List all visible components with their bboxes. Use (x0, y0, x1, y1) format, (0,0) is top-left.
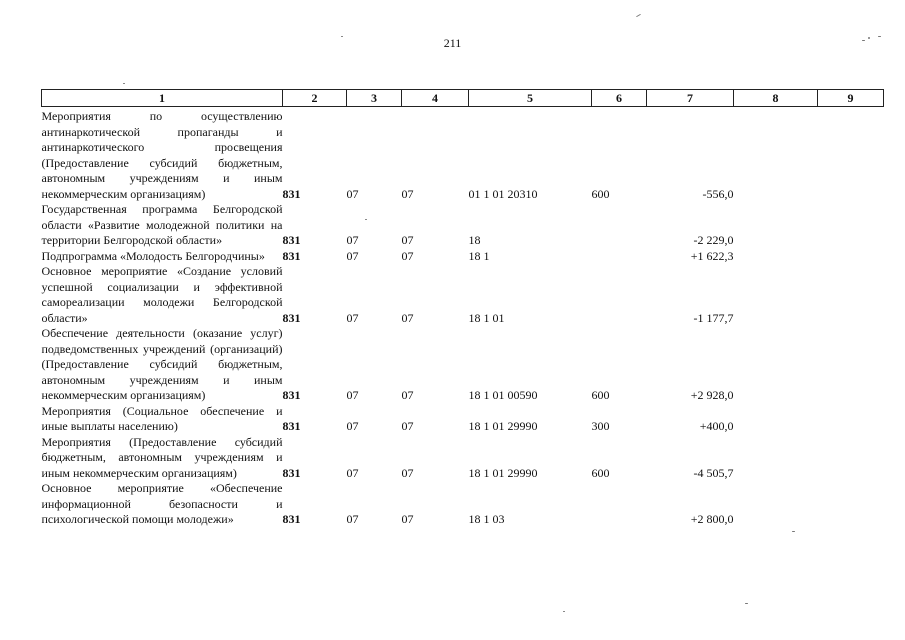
page-number: 211 (443, 36, 462, 50)
column-header-7: 7 (647, 90, 734, 107)
column-header-row (42, 90, 884, 107)
scan-speck (878, 36, 881, 37)
column-header-6: 6 (592, 90, 647, 107)
cell-name: Мероприятия (Предоставление субсидий бюджетным, автономным учреждениям и иным некоммерческим организациям) (41, 434, 283, 480)
cell-amount: +1 622,3 (690, 248, 734, 263)
cell-expense-type (592, 202, 647, 249)
table-row (42, 249, 884, 265)
cell-target-code: 18 1 (468, 248, 490, 263)
scan-speck (745, 603, 748, 604)
cell-col9 (818, 264, 884, 326)
cell-admin-code: 831 (282, 465, 301, 480)
cell-expense-type: 300 (591, 419, 610, 433)
cell-target-code: 01 1 01 20310 (468, 186, 538, 201)
cell-admin-code: 831 (282, 419, 301, 433)
column-header-4: 4 (402, 90, 469, 107)
cell-expense-type: 600 (591, 465, 610, 480)
table-row (42, 481, 884, 528)
cell-subsection: 07 (401, 419, 414, 433)
scan-speck (792, 531, 795, 532)
column-header-9: 9 (818, 90, 884, 107)
cell-expense-type (592, 264, 647, 326)
cell-col9 (818, 481, 884, 528)
column-header-2: 2 (283, 90, 347, 107)
table-row (42, 109, 884, 202)
cell-subsection: 07 (401, 186, 414, 201)
column-header-3: 3 (347, 90, 402, 107)
cell-expense-type (592, 249, 647, 265)
cell-subsection: 07 (401, 310, 414, 325)
cell-col9 (818, 326, 884, 404)
scan-speck (341, 36, 343, 37)
cell-expense-type: 600 (591, 388, 610, 402)
cell-target-code: 18 1 03 (468, 512, 505, 526)
table-row (42, 202, 884, 249)
cell-col8 (734, 435, 818, 482)
cell-col8 (734, 264, 818, 326)
scan-speck (123, 83, 125, 84)
column-header-8: 8 (734, 90, 818, 107)
cell-col9 (818, 202, 884, 249)
cell-amount: +400,0 (699, 419, 734, 433)
cell-admin-code: 831 (282, 186, 301, 201)
scan-speck (365, 219, 367, 220)
cell-amount: -4 505,7 (693, 465, 734, 480)
cell-name: Обеспечение деятельности (оказание услуг) подведомственных учреждений (организаций) (Предоставление субсидий бюджетным, автономным учреждениям и иным некоммерческим организациям) (41, 326, 283, 402)
cell-admin-code: 831 (282, 248, 301, 263)
cell-col9 (818, 249, 884, 265)
cell-subsection: 07 (401, 233, 414, 247)
cell-section: 07 (346, 388, 359, 402)
cell-col8 (734, 109, 818, 202)
cell-col9 (818, 109, 884, 202)
table-row (42, 326, 884, 404)
table-row (42, 435, 884, 482)
cell-amount: -1 177,7 (693, 310, 734, 325)
cell-section: 07 (346, 186, 359, 201)
cell-subsection: 07 (401, 388, 414, 402)
table-row (42, 264, 884, 326)
cell-subsection: 07 (401, 248, 414, 263)
cell-section: 07 (346, 419, 359, 433)
cell-admin-code: 831 (282, 512, 301, 526)
cell-section: 07 (346, 248, 359, 263)
cell-expense-type: 600 (591, 186, 610, 201)
cell-col9 (818, 435, 884, 482)
cell-col9 (818, 404, 884, 435)
cell-expense-type (592, 481, 647, 528)
cell-target-code: 18 1 01 00590 (468, 388, 538, 402)
cell-amount: -556,0 (702, 186, 734, 201)
cell-name: Основное мероприятие «Создание условий успешной социализации и эффективной самореализации молодежи Белгородской области» (41, 264, 283, 325)
cell-name: Государственная программа Белгородской области «Развитие молодежной политики на территории Белгородской области» (41, 202, 283, 247)
cell-name: Мероприятия (Социальное обеспечение и иные выплаты населению) (41, 403, 283, 433)
cell-subsection: 07 (401, 465, 414, 480)
scan-speck (868, 37, 870, 39)
cell-name: Подпрограмма «Молодость Белгородчины» (41, 248, 265, 263)
cell-admin-code: 831 (282, 388, 301, 402)
cell-section: 07 (346, 512, 359, 526)
scan-speck (563, 611, 565, 612)
cell-target-code: 18 1 01 29990 (468, 465, 538, 480)
cell-col8 (734, 202, 818, 249)
cell-admin-code: 831 (282, 233, 301, 247)
cell-name: Основное мероприятие «Обеспечение информационной безопасности и психологической помощи молодежи» (41, 481, 283, 526)
cell-section: 07 (346, 465, 359, 480)
cell-target-code: 18 1 01 29990 (468, 419, 538, 433)
cell-amount: +2 800,0 (690, 512, 734, 526)
cell-section: 07 (346, 310, 359, 325)
cell-col8 (734, 249, 818, 265)
table-body (42, 107, 884, 528)
cell-admin-code: 831 (282, 310, 301, 325)
cell-col8 (734, 481, 818, 528)
cell-amount: +2 928,0 (690, 388, 734, 402)
cell-amount: -2 229,0 (693, 233, 734, 247)
column-header-5: 5 (469, 90, 592, 107)
cell-col8 (734, 326, 818, 404)
scan-speck (636, 14, 641, 17)
cell-name: Мероприятия по осуществлению антинаркотической пропаганды и антинаркотического просвещения (Предоставление субсидий бюджетным, автономным учреждениям и иным некоммерческим организациям) (41, 109, 283, 201)
cell-col8 (734, 404, 818, 435)
budget-table (41, 89, 884, 528)
table-row (42, 404, 884, 435)
cell-target-code: 18 (468, 233, 481, 247)
cell-subsection: 07 (401, 512, 414, 526)
scan-speck (862, 40, 865, 41)
column-header-1: 1 (42, 90, 283, 107)
cell-target-code: 18 1 01 (468, 310, 505, 325)
cell-section: 07 (346, 233, 359, 247)
